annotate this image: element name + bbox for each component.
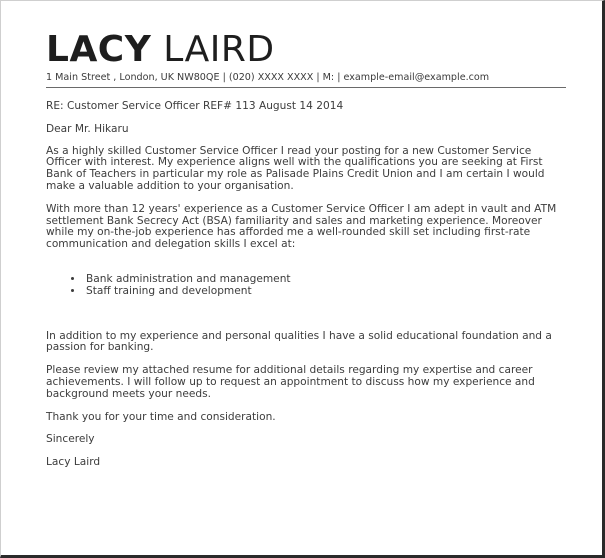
closing: Sincerely bbox=[46, 433, 95, 446]
paragraph-experience: With more than 12 years' experience as a Customer Service Officer I am adept in vault and ATM settlement Bank Secrecy Act (BSA) familiarity and sales and marketing experience. Moreover while my on-the-job experience has afforded me a well-rounded skill set including first-rate communication and delegation skills I excel at: bbox=[46, 202, 557, 251]
applicant-name bbox=[46, 30, 566, 70]
last-name: LAIRD bbox=[163, 29, 275, 70]
signature-name: Lacy Laird bbox=[46, 456, 101, 469]
reference-line: RE: Customer Service Officer REF# 113 August 14 2014 bbox=[46, 100, 344, 112]
paragraph-thanks: Thank you for your time and consideration. bbox=[46, 410, 276, 423]
salutation: Dear Mr. Hikaru bbox=[46, 122, 129, 135]
first-name: LACY bbox=[46, 29, 152, 70]
cover-letter bbox=[46, 30, 566, 469]
list-item: • Staff training and development bbox=[84, 286, 566, 298]
list-item: • Bank administration and management bbox=[84, 274, 566, 286]
paragraph-education: In addition to my experience and personal qualities I have a solid educational foundation and a passion for banking. bbox=[46, 329, 552, 354]
paragraph-intro: As a highly skilled Customer Service Officer I read your posting for a new Customer Service Officer with interest. My experience aligns well with the qualifications you are seeking at First Bank of Teachers in particular my role as Palisade Plains Credit Union and I am certain I would make a valuable addition to your organisation. bbox=[46, 144, 545, 192]
contact-line: 1 Main Street , London, UK NW80QE | (020) XXXX XXXX | M: | example-email@example.com bbox=[46, 71, 566, 88]
skills-list bbox=[46, 274, 566, 298]
paragraph-follow-up: Please review my attached resume for additional details regarding my expertise and career achievements. I will follow up to request an appointment to discuss how my experience and background meets your needs. bbox=[46, 364, 535, 400]
